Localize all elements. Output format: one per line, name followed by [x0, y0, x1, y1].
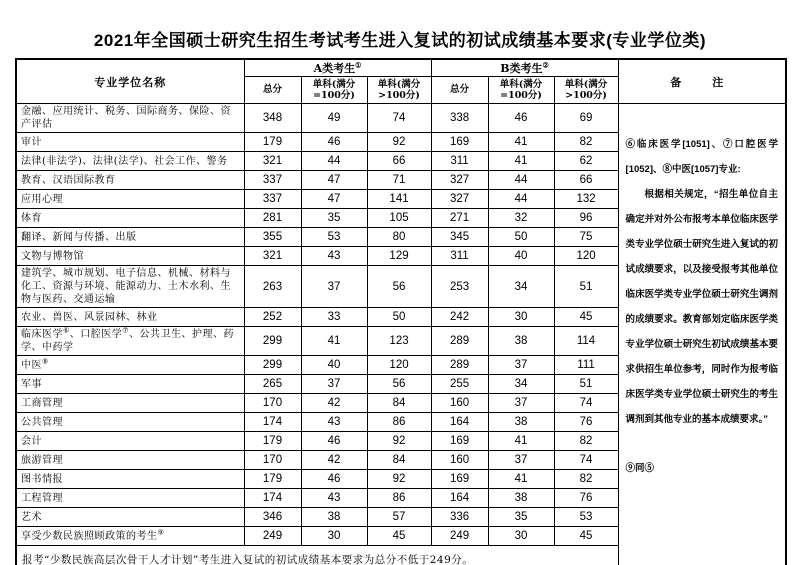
score-cell: 82: [554, 133, 618, 152]
score-cell: 47: [301, 171, 367, 190]
score-cell: 51: [554, 266, 618, 308]
score-cell: 92: [367, 133, 431, 152]
score-cell: 111: [554, 356, 618, 375]
score-cell: 74: [554, 451, 618, 470]
score-cell: 179: [244, 432, 301, 451]
remark-cell: [618, 104, 786, 565]
score-cell: 327: [431, 171, 488, 190]
score-cell: 34: [488, 375, 554, 394]
score-cell: 38: [488, 327, 554, 356]
score-cell: 71: [367, 171, 431, 190]
program-name: 体育: [16, 209, 244, 228]
score-cell: 174: [244, 489, 301, 508]
score-cell: 160: [431, 394, 488, 413]
score-cell: 30: [488, 527, 554, 546]
score-cell: 46: [488, 104, 554, 133]
score-cell: 43: [301, 489, 367, 508]
group-a-label: A类考生: [313, 62, 356, 75]
score-cell: 174: [244, 413, 301, 432]
score-cell: 30: [301, 527, 367, 546]
score-cell: 84: [367, 451, 431, 470]
score-cell: 132: [554, 190, 618, 209]
score-cell: 169: [431, 470, 488, 489]
score-cell: 38: [301, 508, 367, 527]
score-cell: 49: [301, 104, 367, 133]
score-cell: 311: [431, 247, 488, 266]
score-cell: 32: [488, 209, 554, 228]
score-cell: 141: [367, 190, 431, 209]
program-name: 军事: [16, 375, 244, 394]
col-header-b-total: 总分: [431, 77, 488, 104]
score-cell: 355: [244, 228, 301, 247]
score-cell: 35: [488, 508, 554, 527]
program-name: 法律(非法学)、法律(法学)、社会工作、警务: [16, 152, 244, 171]
score-cell: 281: [244, 209, 301, 228]
col-header-program-name: 专业学位名称: [16, 59, 244, 104]
score-cell: 169: [431, 133, 488, 152]
score-cell: 42: [301, 394, 367, 413]
score-cell: 252: [244, 308, 301, 327]
score-cell: 37: [301, 266, 367, 308]
col-header-a-total: 总分: [244, 77, 301, 104]
program-name: 审计: [16, 133, 244, 152]
score-cell: 37: [488, 356, 554, 375]
score-cell: 105: [367, 209, 431, 228]
score-cell: 34: [488, 266, 554, 308]
header-row-groups: [16, 59, 786, 77]
score-cell: 120: [554, 247, 618, 266]
score-cell: 66: [367, 152, 431, 171]
program-name: 工程管理: [16, 489, 244, 508]
score-cell: 84: [367, 394, 431, 413]
score-cell: 75: [554, 228, 618, 247]
score-cell: 179: [244, 470, 301, 489]
score-cell: 41: [301, 327, 367, 356]
score-cell: 74: [367, 104, 431, 133]
score-cell: 69: [554, 104, 618, 133]
score-cell: 66: [554, 171, 618, 190]
score-cell: 51: [554, 375, 618, 394]
score-cell: 346: [244, 508, 301, 527]
group-b-label: B类考生: [500, 62, 543, 75]
program-name: 农业、兽医、风景园林、林业: [16, 308, 244, 327]
group-a-footnote-mark: ①: [355, 60, 362, 70]
score-cell: 82: [554, 432, 618, 451]
score-cell: 321: [244, 247, 301, 266]
score-cell: 46: [301, 470, 367, 489]
score-cell: 50: [367, 308, 431, 327]
program-name: 翻译、新闻与传播、出版: [16, 228, 244, 247]
col-header-remark: 备 注: [618, 59, 786, 104]
table-body: [16, 104, 786, 565]
score-cell: 92: [367, 432, 431, 451]
program-name: 文物与博物馆: [16, 247, 244, 266]
remark-paragraph: ⑨同⑤: [625, 463, 655, 474]
score-cell: 123: [367, 327, 431, 356]
score-cell: 265: [244, 375, 301, 394]
table-header: [16, 59, 786, 104]
score-cell: 74: [554, 394, 618, 413]
score-cell: 120: [367, 356, 431, 375]
score-cell: 271: [431, 209, 488, 228]
score-cell: 289: [431, 356, 488, 375]
score-cell: 242: [431, 308, 488, 327]
program-name: 会计: [16, 432, 244, 451]
program-name: 艺术: [16, 508, 244, 527]
program-name: 旅游管理: [16, 451, 244, 470]
score-cell: 47: [301, 190, 367, 209]
score-cell: 45: [367, 527, 431, 546]
score-cell: 92: [367, 470, 431, 489]
score-cell: 170: [244, 394, 301, 413]
score-cell: 41: [488, 133, 554, 152]
score-cell: 338: [431, 104, 488, 133]
program-name: 享受少数民族照顾政策的考生⑨: [16, 527, 244, 546]
score-cell: 41: [488, 470, 554, 489]
score-cell: 37: [301, 375, 367, 394]
score-table: [15, 58, 787, 565]
score-cell: 253: [431, 266, 488, 308]
col-header-b-subject-over-100: 单科(满分>100分): [554, 77, 618, 104]
score-cell: 41: [488, 152, 554, 171]
program-name: 中医⑧: [16, 356, 244, 375]
score-cell: 53: [554, 508, 618, 527]
score-cell: 164: [431, 413, 488, 432]
score-cell: 37: [488, 451, 554, 470]
score-cell: 42: [301, 451, 367, 470]
score-cell: 337: [244, 171, 301, 190]
program-name: 建筑学、城市规划、电子信息、机械、材料与化工、资源与环境、能源动力、土木水利、生物与医药、交通运输: [16, 266, 244, 308]
program-name: 金融、应用统计、税务、国际商务、保险、资产评估: [16, 104, 244, 133]
score-cell: 249: [244, 527, 301, 546]
table-row: [16, 104, 786, 133]
score-cell: 299: [244, 356, 301, 375]
score-cell: 249: [431, 527, 488, 546]
score-cell: 40: [488, 247, 554, 266]
table-footnote: 报考“少数民族高层次骨干人才计划”考生进入复试的初试成绩基本要求为总分不低于249分。: [16, 546, 618, 565]
score-cell: 30: [488, 308, 554, 327]
col-header-group-b: [431, 59, 618, 77]
score-cell: 179: [244, 133, 301, 152]
col-header-b-subject-100: 单科(满分=100分): [488, 77, 554, 104]
score-cell: 337: [244, 190, 301, 209]
page-title: 2021年全国硕士研究生招生考试考生进入复试的初试成绩基本要求(专业学位类): [93, 31, 707, 50]
score-cell: 129: [367, 247, 431, 266]
score-cell: 170: [244, 451, 301, 470]
score-cell: 37: [488, 394, 554, 413]
score-cell: 57: [367, 508, 431, 527]
score-cell: 76: [554, 413, 618, 432]
score-cell: 38: [488, 413, 554, 432]
score-cell: 169: [431, 432, 488, 451]
score-cell: 263: [244, 266, 301, 308]
score-cell: 289: [431, 327, 488, 356]
program-name: 临床医学⑥、口腔医学⑦、公共卫生、护理、药学、中药学: [16, 327, 244, 356]
score-cell: 82: [554, 470, 618, 489]
score-cell: 53: [301, 228, 367, 247]
score-cell: 44: [301, 152, 367, 171]
score-cell: 41: [488, 432, 554, 451]
score-cell: 311: [431, 152, 488, 171]
score-cell: 114: [554, 327, 618, 356]
remark-paragraph: 根据相关规定，“招生单位自主确定并对外公布报考本单位临床医学类专业学位硕士研究生进入复试的初试成绩要求，以及接受报考其他单位临床医学类专业学位硕士研究生调剂的成绩要求。教育部划定临床医学类专业学位硕士研究生初试成绩基本要求供招生单位参考，同时作为报考临床医学类专业学位硕士研究生的考生调剂到其他专业的基本成绩要求。”: [625, 189, 779, 425]
score-cell: 80: [367, 228, 431, 247]
program-name: 图书情报: [16, 470, 244, 489]
score-cell: 35: [301, 209, 367, 228]
score-cell: 96: [554, 209, 618, 228]
score-cell: 160: [431, 451, 488, 470]
score-cell: 45: [554, 527, 618, 546]
score-cell: 255: [431, 375, 488, 394]
col-header-group-a: [244, 59, 431, 77]
score-cell: 56: [367, 266, 431, 308]
score-cell: 327: [431, 190, 488, 209]
group-b-footnote-mark: ②: [542, 60, 549, 70]
score-cell: 321: [244, 152, 301, 171]
score-cell: 86: [367, 489, 431, 508]
program-name: 教育、汉语国际教育: [16, 171, 244, 190]
score-cell: 76: [554, 489, 618, 508]
score-cell: 50: [488, 228, 554, 247]
score-cell: 86: [367, 413, 431, 432]
score-cell: 33: [301, 308, 367, 327]
program-name: 应用心理: [16, 190, 244, 209]
score-cell: 38: [488, 489, 554, 508]
score-cell: 44: [488, 171, 554, 190]
score-cell: 164: [431, 489, 488, 508]
score-cell: 348: [244, 104, 301, 133]
score-cell: 43: [301, 247, 367, 266]
score-cell: 45: [554, 308, 618, 327]
score-cell: 46: [301, 133, 367, 152]
program-name: 工商管理: [16, 394, 244, 413]
score-cell: 40: [301, 356, 367, 375]
score-cell: 62: [554, 152, 618, 171]
score-cell: 43: [301, 413, 367, 432]
score-cell: 56: [367, 375, 431, 394]
score-cell: 46: [301, 432, 367, 451]
remark-paragraph: ⑥临床医学[1051]、⑦口腔医学[1052]、⑧中医[1057]专业:: [625, 139, 779, 175]
program-name: 公共管理: [16, 413, 244, 432]
col-header-a-subject-100: 单科(满分=100分): [301, 77, 367, 104]
score-cell: 299: [244, 327, 301, 356]
score-cell: 336: [431, 508, 488, 527]
score-cell: 44: [488, 190, 554, 209]
score-cell: 345: [431, 228, 488, 247]
col-header-a-subject-over-100: 单科(满分>100分): [367, 77, 431, 104]
